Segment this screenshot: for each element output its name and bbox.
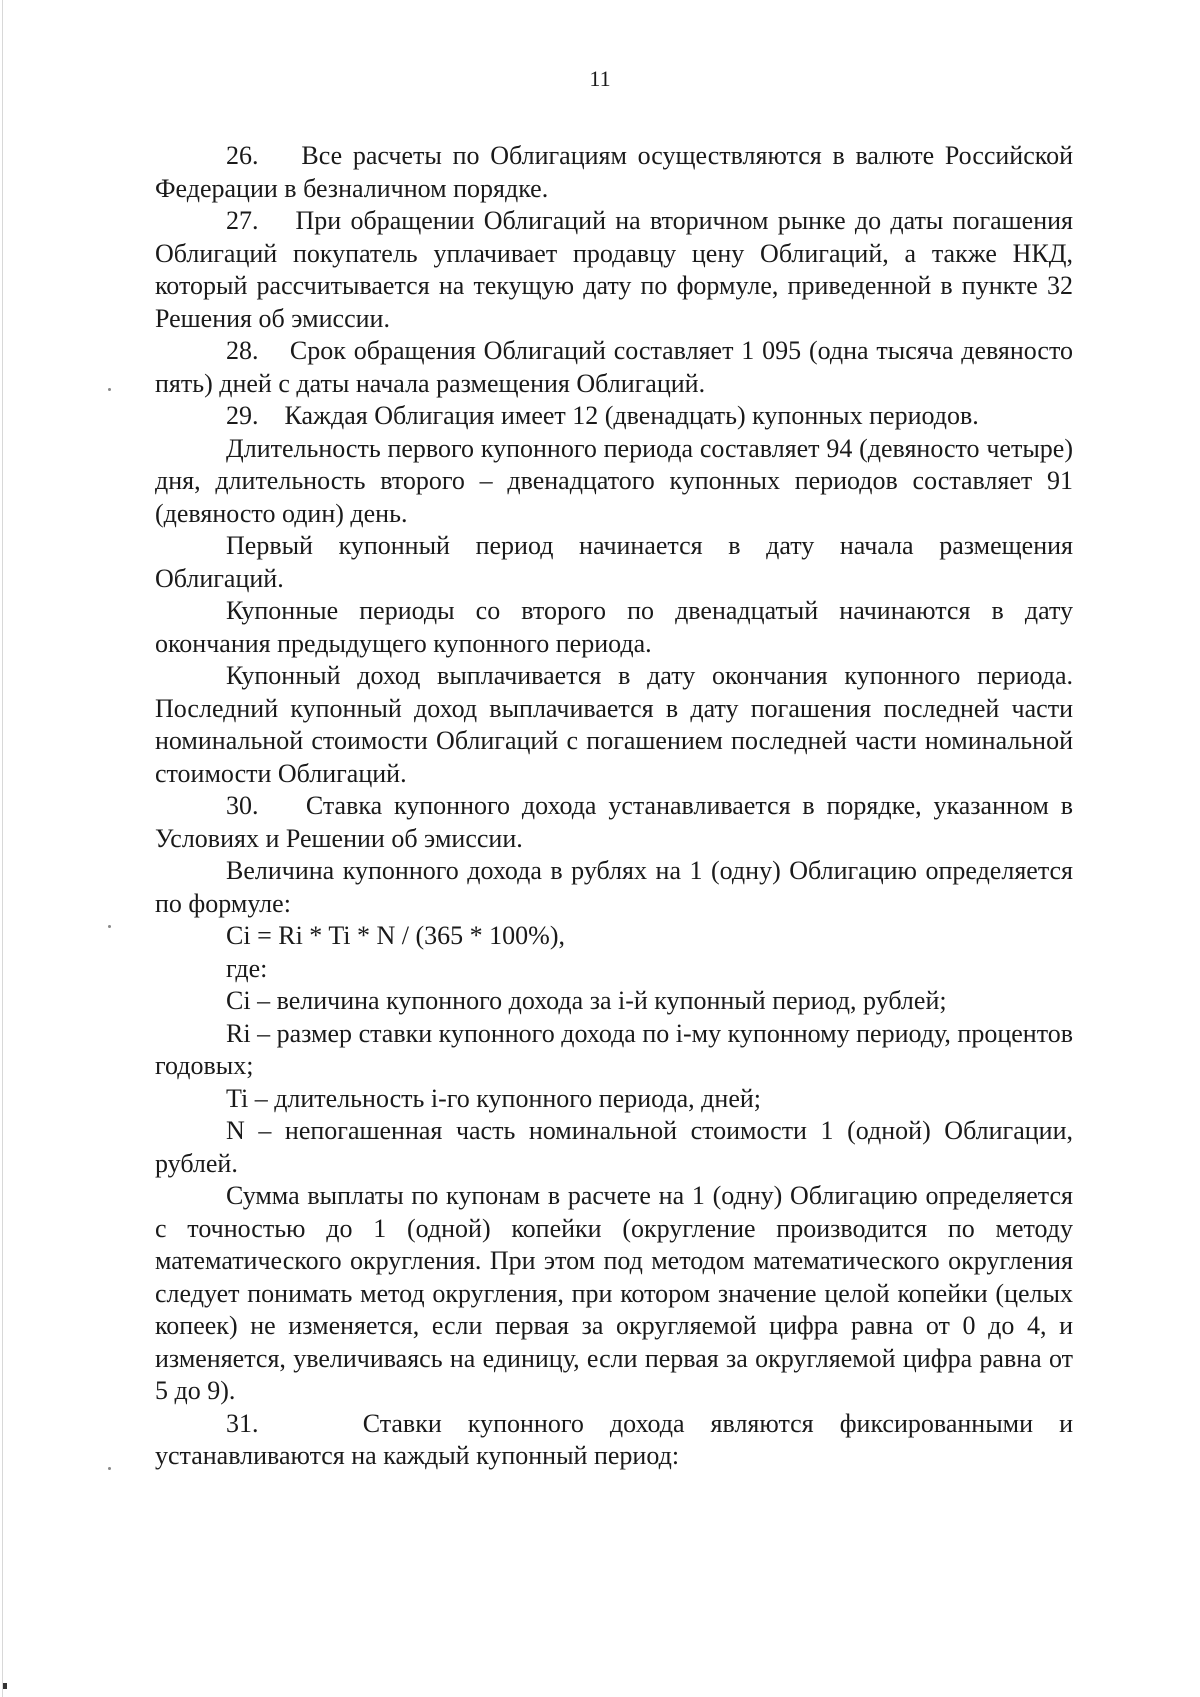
definition-n: N – непогашенная часть номинальной стоимости 1 (одной) Облигации, рублей. — [155, 1116, 1073, 1178]
scan-edge-line — [2, 0, 3, 1697]
definition-ti: Ti – длительность i-го купонного периода, дней; — [226, 1083, 761, 1113]
definition-ci: Ci – величина купонного дохода за i-й купонный период, рублей; — [226, 986, 947, 1015]
paragraph-first-period: Первый купонный период начинается в дату начала размещения Облигаций. — [155, 531, 1073, 593]
coupon-formula: Ci = Ri * Ti * N / (365 * 100%), — [226, 921, 565, 950]
paragraph-coupon-amount: Величина купонного дохода в рублях на 1 (одну) Облигацию определяется по формуле: — [155, 856, 1073, 918]
definition-ri: Ri – размер ставки купонного дохода по i-му купонному периоду, процентов годовых; — [155, 1018, 1073, 1080]
paragraph-28: 28. Срок обращения Облигаций составляет 1 095 (одна тысяча девяносто пять) дней с даты начала размещения Облигаций. — [155, 336, 1073, 398]
document-body — [155, 140, 1073, 1473]
paragraph-subsequent-periods: Купонные периоды со второго по двенадцатый начинаются в дату окончания предыдущего купонного периода. — [155, 596, 1073, 658]
paragraph-29: 29. Каждая Облигация имеет 12 (двенадцать) купонных периодов. — [226, 401, 979, 430]
paragraph-coupon-payment: Купонный доход выплачивается в дату окончания купонного периода. Последний купонный доход выплачивается в дату погашения последней части номинальной стоимости Облигаций с погашением последней части номинальной стоимости Облигаций. — [155, 661, 1073, 788]
paragraph-27: 27. При обращении Облигаций на вторичном рынке до даты погашения Облигаций покупатель уплачивает продавцу цену Облигаций, а также НКД, который рассчитывается на текущую дату по формуле, приведенной в пункте 32 Решения об эмиссии. — [155, 206, 1073, 333]
formula-where: где: — [226, 953, 268, 983]
paragraph-rounding: Сумма выплаты по купонам в расчете на 1 (одну) Облигацию определяется с точностью до 1 (одной) копейки (округление производится по методу математического округления. При этом под методом математического округления следует понимать метод округления, при котором значение целой копейки (целых копеек) не изменяется, если первая за округляемой цифра равна от 0 до 4, и изменяется, увеличиваясь на единицу, если первая за округляемой цифра равна от 5 до 9). — [155, 1181, 1073, 1405]
paragraph-31: 31. Ставки купонного дохода являются фиксированными и устанавливаются на каждый купонный период: — [155, 1408, 1073, 1470]
page-number: 11 — [589, 66, 611, 91]
paragraph-26: 26. Все расчеты по Облигациям осуществляются в валюте Российской Федерации в безналичном порядке. — [155, 141, 1073, 203]
paragraph-coupon-duration: Длительность первого купонного периода составляет 94 (девяносто четыре) дня, длительность второго – двенадцатого купонных периодов составляет 91 (девяносто один) день. — [155, 433, 1073, 528]
paragraph-30: 30. Ставка купонного дохода устанавливается в порядке, указанном в Условиях и Решении об эмиссии. — [155, 791, 1073, 853]
scan-corner-mark — [3, 1683, 7, 1689]
